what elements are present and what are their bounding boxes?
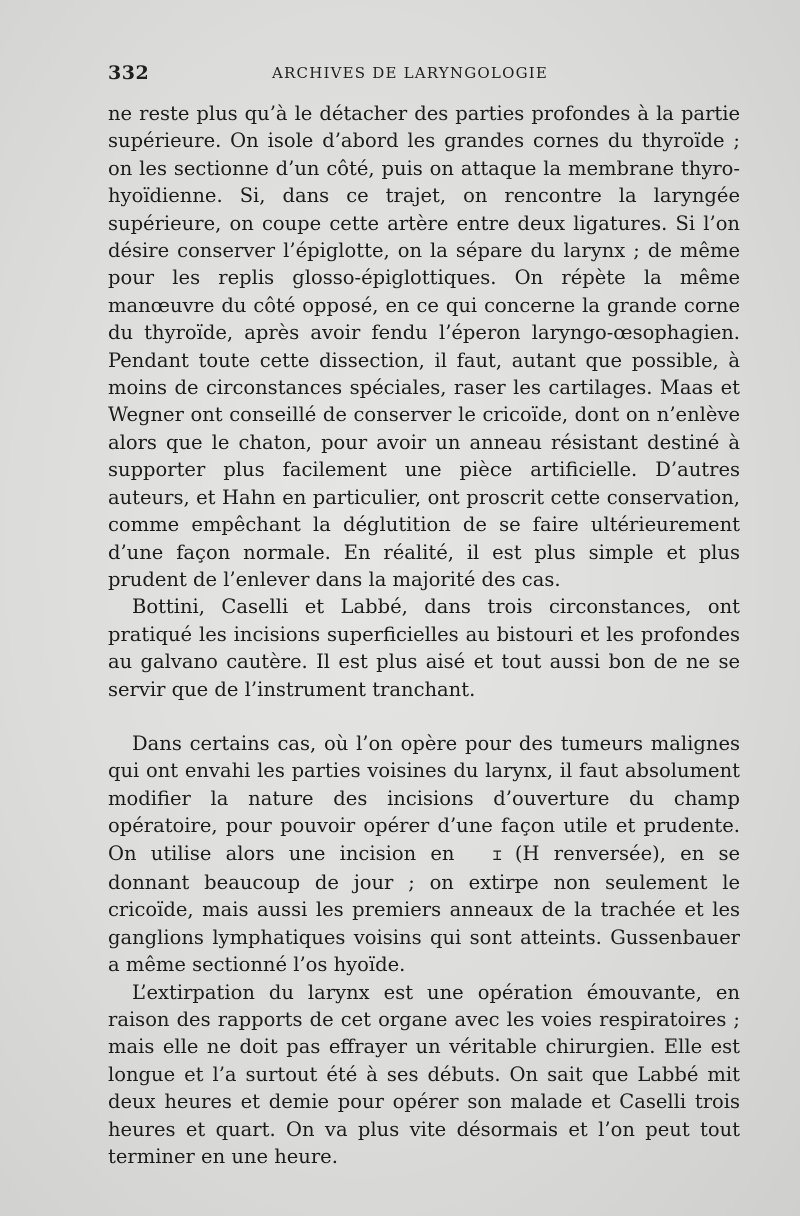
inverted-h-incision-icon: ⌶ (492, 845, 501, 864)
body-text (108, 100, 740, 1170)
paragraph-1: ne reste plus qu’à le détacher des parties profondes à la partie supérieure. On isole d’abord les grandes cornes du thyroïde ; on les sectionne d’un côté, puis on attaque la membrane thyro-hyoïdienne. Si, dans ce trajet, on rencontre la laryngée supérieure, on coupe cette artère entre deux ligatures. Si l’on désire conserver l’épiglotte, on la sépare du larynx ; de même pour les replis glosso-épiglottiques. On répète la même manœuvre du côté opposé, en ce qui concerne la grande corne du thyroïde, après avoir fendu l’éperon laryngo-œsophagien. Pendant toute cette dissection, il faut, autant que possible, à moins de circonstances spéciales, raser les cartilages. Maas et Wegner ont conseillé de conserver le cricoïde, dont on n’enlève alors que le chaton, pour avoir un anneau résistant destiné à supporter plus facilement une pièce artificielle. D’autres auteurs, et Hahn en particulier, ont proscrit cette conservation, comme empêchant la déglutition de se faire ultérieurement d’une façon normale. En réalité, il est plus simple et plus prudent de l’enlever dans la majorité des cas. (108, 102, 740, 591)
paragraph-2: Bottini, Caselli et Labbé, dans trois circonstances, ont pratiqué les incisions superficielles au bistouri et les profondes au galvano cautère. Il est plus aisé et tout aussi bon de ne se servir que de l’instrument tranchant. (108, 595, 740, 701)
paragraph-4: L’extirpation du larynx est une opération émouvante, en raison des rapports de cet organe avec les voies respiratoires ; mais elle ne doit pas effrayer un véritable chirurgien. Elle est longue et l’a surtout été à ses débuts. On sait que Labbé mit deux heures et demie pour opérer son malade et Caselli trois heures et quart. On va plus vite désormais et l’on peut tout terminer en une heure. (108, 980, 740, 1169)
paragraph-3-text-before: Dans certains cas, où l’on opère pour des tumeurs malignes qui ont envahi les parties voisines du larynx, il faut absolument modifier la nature des incisions d’ouverture du champ opératoire, pour pouvoir opérer d’une façon utile et prudente. On utilise alors une incision en (108, 731, 740, 865)
running-title: ARCHIVES DE LARYNGOLOGIE (272, 64, 549, 82)
paragraph-3 (108, 730, 740, 979)
page-number: 332 (108, 62, 150, 84)
paragraph-3-text-after: (H renversée), en se donnant beaucoup de jour ; on extirpe non seulement le cricoïde, mais aussi les premiers anneaux de la trachée et les ganglions lymphatiques voisins qui sont atteints. Gussenbauer a même sectionné l’os hyoïde. (108, 841, 741, 977)
